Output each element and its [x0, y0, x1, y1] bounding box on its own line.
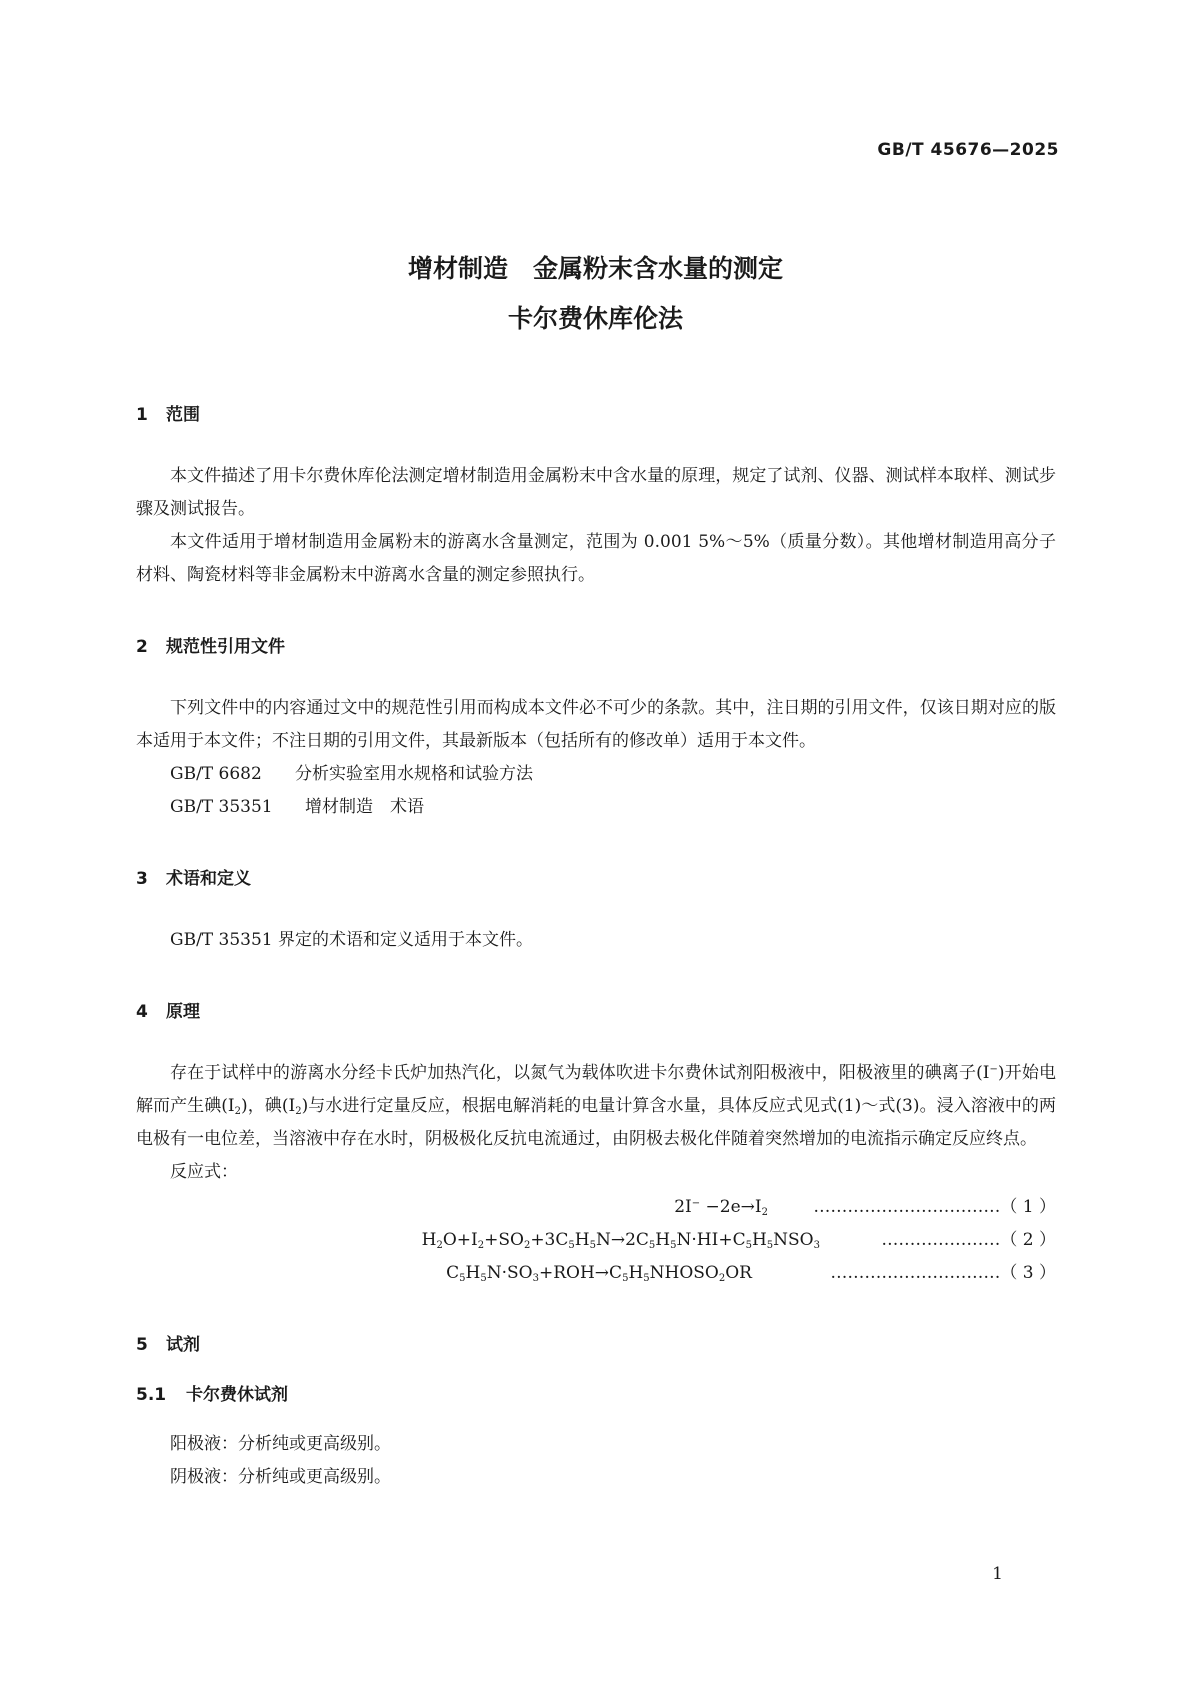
document-body: [136, 400, 1056, 1494]
reagent-catholyte: 阴极液：分析纯或更高级别。: [170, 1467, 391, 1487]
section-number: 2: [136, 637, 148, 657]
terms-paragraph: GB/T 35351 界定的术语和定义适用于本文件。: [170, 930, 534, 950]
reference-code: GB/T 6682: [170, 764, 262, 784]
section-3-heading: [136, 864, 1056, 894]
equation-formula: $C_5H_5N\cdot SO_3+ROH\to C_5H_5NHOSO_2OR$: [446, 1263, 752, 1284]
equation-row: [136, 1191, 1056, 1224]
section-2-heading: [136, 632, 1056, 662]
reference-title: 分析实验室用水规格和试验方法: [295, 764, 533, 784]
reagent-anolyte: 阳极液：分析纯或更高级别。: [170, 1434, 391, 1454]
section-number: 3: [136, 869, 148, 889]
section-number: 1: [136, 405, 148, 425]
section-title: 规范性引用文件: [166, 637, 285, 657]
equation-label: 反应式：: [170, 1162, 238, 1182]
equation-row: [136, 1224, 1056, 1257]
document-number: GB/T 45676—2025: [877, 140, 1059, 160]
subsection-title: 卡尔费休试剂: [186, 1385, 288, 1405]
scope-paragraph-2: 本文件适用于增材制造用金属粉末的游离水含量测定，范围为 0.001 5%～5%（质量分数）。其他增材制造用高分子材料、陶瓷材料等非金属粉末中游离水含量的测定参照执行。: [136, 532, 1056, 585]
section-number: 5: [136, 1335, 148, 1355]
equation-number: …………………………（ 3 ）: [830, 1263, 1056, 1283]
equation-number: …………………（ 2 ）: [881, 1230, 1056, 1250]
reference-code: GB/T 35351: [170, 797, 273, 817]
section-5-heading: [136, 1330, 1056, 1360]
section-4-heading: [136, 997, 1056, 1027]
section-1-heading: [136, 400, 1056, 430]
reference-item: [136, 758, 1056, 791]
title-line-1: 增材制造 金属粉末含水量的测定: [407, 254, 783, 283]
equation-row: [136, 1257, 1056, 1290]
title-line-2: 卡尔费休库伦法: [507, 304, 683, 333]
equation-list: [136, 1191, 1056, 1290]
section-title: 术语和定义: [166, 869, 251, 889]
section-title: 试剂: [166, 1335, 200, 1355]
reference-item: [136, 791, 1056, 824]
references-intro-paragraph: 下列文件中的内容通过文中的规范性引用而构成本文件必不可少的条款。其中，注日期的引用文件，仅该日期对应的版本适用于本文件；不注日期的引用文件，其最新版本（包括所有的修改单）适用于本文件。: [136, 698, 1056, 751]
equation-formula: $H_2O+I_2+SO_2+3C_5H_5N\to 2C_5H_5N\cdot HI+C_5H_5NSO_3$: [421, 1230, 820, 1251]
document-title: [0, 244, 1191, 344]
page-number: 1: [992, 1564, 1003, 1584]
scope-paragraph-1: 本文件描述了用卡尔费休库伦法测定增材制造用金属粉末中含水量的原理，规定了试剂、仪器、测试样本取样、测试步骤及测试报告。: [136, 466, 1056, 519]
subsection-number: 5.1: [136, 1385, 167, 1405]
section-title: 原理: [166, 1002, 200, 1022]
equation-number: ……………………………（ 1 ）: [813, 1197, 1056, 1217]
subsection-5-1-heading: [136, 1380, 1056, 1410]
reference-title: 增材制造 术语: [305, 797, 424, 817]
principle-paragraph: 存在于试样中的游离水分经卡氏炉加热汽化，以氮气为载体吹进卡尔费休试剂阳极液中，阳极液里的碘离子(I−)开始电解而产生碘$(I_2)$，碘$(I_2)$与水进行定量反应，根据电解消耗的电量计算含水量，具体反应式见式(1)～式(3)。浸入溶液中的两电极有一电位差，当溶液中存在水时，阴极极化反抗电流通过，由阴极去极化伴随着突然增加的电流指示确定反应终点。: [136, 1063, 1056, 1149]
equation-formula: $2I^- -2e\to I_2$: [674, 1197, 768, 1218]
section-number: 4: [136, 1002, 148, 1022]
section-title: 范围: [166, 405, 200, 425]
